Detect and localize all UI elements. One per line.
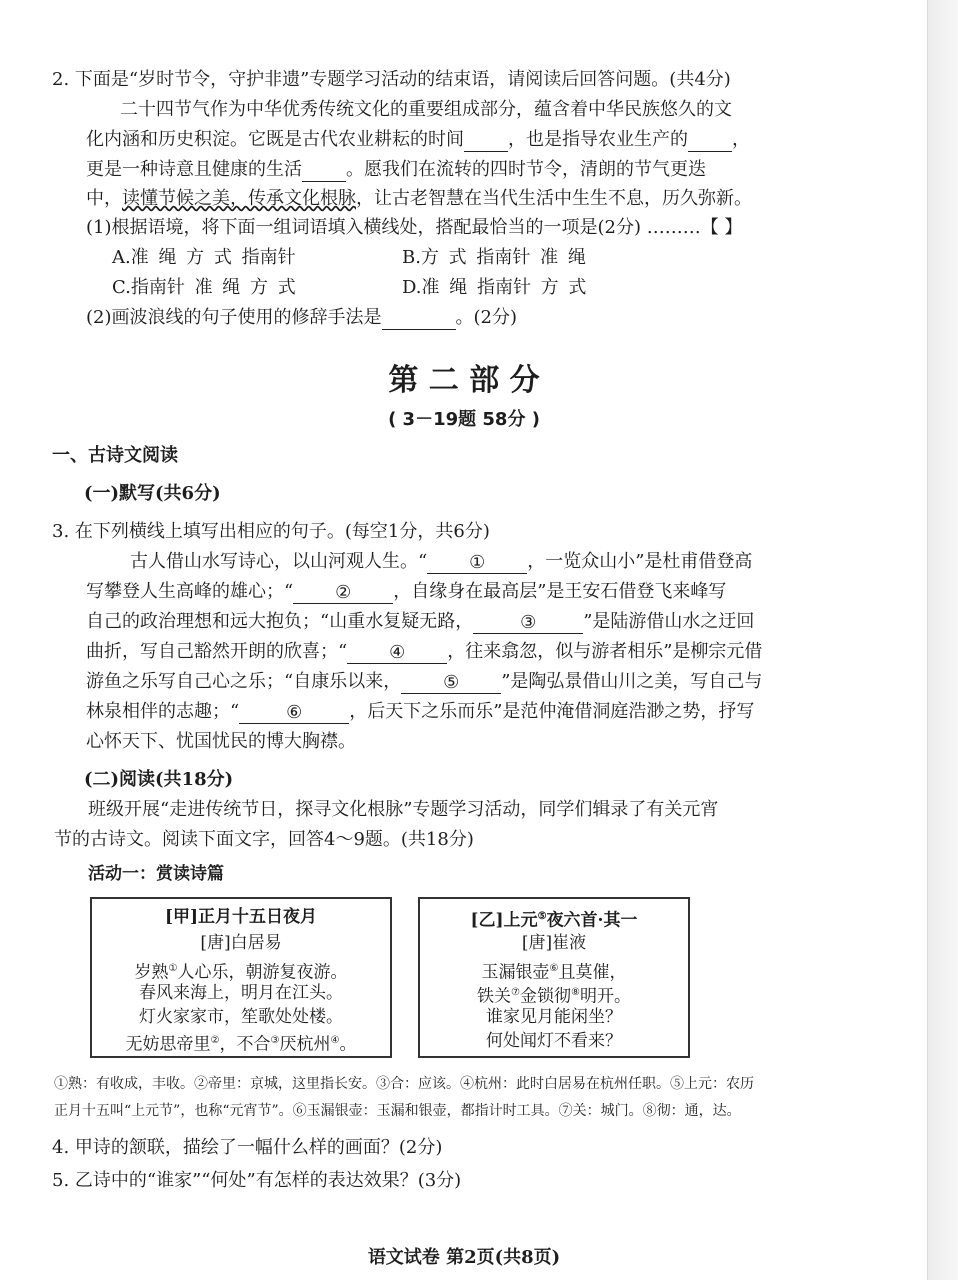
- subsection-heading: (一)默写(共6分): [84, 483, 221, 504]
- q4: 4. 甲诗的颔联，描绘了一幅什么样的画面？(2分): [52, 1137, 443, 1158]
- viewer-scroll-edge: [927, 0, 958, 1280]
- poem-a-line: 灯火家家市，笙歌处处楼。: [139, 1007, 343, 1027]
- q3-line: 游鱼之乐写自己心之乐；“自康乐以来， ⑤ ”是陶弘景借山川之美，写自己与: [86, 671, 763, 693]
- answer-blank[interactable]: ⑥: [239, 703, 349, 724]
- section-heading: 一、古诗文阅读: [52, 445, 178, 466]
- q3-line: 自己的政治理想和远大抱负；“山重水复疑无路， ③ ”是陆游借山水之迂回: [86, 611, 755, 633]
- option-b: B.方 式 指南针 准 绳: [402, 247, 586, 268]
- q3-line: 古人借山水写诗心，以山河观人生。“ ① ，一览众山小”是杜甫借登高: [130, 551, 753, 573]
- poem-b-title: [乙]上元⑤夜六首·其一: [470, 910, 638, 931]
- q3-line: 心怀天下、忧国忧民的博大胸襟。: [86, 731, 356, 752]
- answer-blank[interactable]: ④: [347, 643, 447, 664]
- option-d: D.准 绳 指南针 方 式: [402, 277, 587, 298]
- poem-b-line: 玉漏银壶⑥且莫催，: [481, 962, 627, 983]
- wavy-underlined-sentence: 读懂节候之美，传承文化根脉: [122, 188, 356, 209]
- q2-sub2: (2)画波浪线的句子使用的修辞手法是 。(2分): [86, 307, 517, 328]
- footnote-line: ①熟：有收成，丰收。②帝里：京城，这里指长安。③合：应该。④杭州：此时白居易在杭州任职。⑤上元：农历: [54, 1076, 754, 1092]
- answer-blank[interactable]: [464, 131, 508, 152]
- answer-blank[interactable]: ⑤: [401, 673, 501, 694]
- answer-blank[interactable]: [302, 161, 346, 182]
- q2-stem: 2. 下面是“岁时节令，守护非遗”专题学习活动的结束语，请阅读后回答问题。(共4分): [52, 69, 731, 90]
- q2-passage-line: 化内涵和历史积淀。它既是古代农业耕耘的时间 ，也是指导农业生产的 ，: [86, 129, 750, 150]
- q3-line: 林泉相伴的志趣；“ ⑥ ，后天下之乐而乐”是范仲淹借洞庭浩渺之势，抒写: [86, 701, 755, 723]
- option-c: C.指南针 准 绳 方 式: [112, 277, 296, 298]
- option-a: A.准 绳 方 式 指南针: [112, 247, 296, 268]
- footnote-line: 正月十五叫“上元节”，也称“元宵节”。⑥玉漏银壶：玉漏和银壶，都指计时工具。⑦关：城门。⑧彻：通，达。: [54, 1103, 741, 1119]
- q5: 5. 乙诗中的“谁家”“何处”有怎样的表达效果？(3分): [52, 1170, 462, 1191]
- answer-blank[interactable]: [688, 131, 732, 152]
- poem-b-author: [唐]崔液: [521, 933, 587, 953]
- part-title: 第 二 部 分: [388, 363, 540, 398]
- q2-passage-line: 二十四节气作为中华优秀传统文化的重要组成部分，蕴含着中华民族悠久的文: [120, 99, 732, 120]
- page-footer: 语文试卷 第2页(共8页): [367, 1247, 561, 1268]
- answer-blank[interactable]: ①: [427, 553, 527, 574]
- poem-a-author: [唐]白居易: [200, 933, 282, 953]
- q2-sub1: (1)根据语境，将下面一组词语填入横线处，搭配最恰当的一项是(2分) ………【 】: [86, 217, 743, 238]
- reading-intro: 节的古诗文。阅读下面文字，回答4～9题。(共18分): [54, 829, 474, 850]
- q3-line: 写攀登人生高峰的雄心；“ ② ，自缘身在最高层”是王安石借登飞来峰写: [86, 581, 727, 603]
- poem-b-box: [418, 897, 690, 1058]
- reading-intro: 班级开展“走进传统节日，探寻文化根脉”专题学习活动，同学们辑录了有关元宵: [88, 799, 719, 820]
- poem-a-line: 春风来海上，明月在江头。: [139, 983, 343, 1003]
- poem-b-line: 谁家见月能闲坐？: [486, 1007, 622, 1027]
- poem-a-title: [甲]正月十五日夜月: [164, 907, 318, 927]
- poem-b-line: 何处闻灯不看来？: [486, 1031, 622, 1051]
- poem-a-box: [90, 897, 392, 1058]
- q3-line: 曲折，写自己豁然开朗的欣喜；“ ④ ，往来翕忽，似与游者相乐”是柳宗元借: [86, 641, 763, 663]
- q3-stem: 3. 在下列横线上填写出相应的句子。(每空1分，共6分): [52, 521, 490, 542]
- answer-blank[interactable]: ③: [473, 613, 583, 634]
- poem-a-line: 无妨思帝里②，不合③厌杭州④。: [125, 1034, 357, 1055]
- activity-heading: 活动一：赏读诗篇: [88, 864, 224, 884]
- q2-passage-line: 更是一种诗意且健康的生活 。愿我们在流转的四时节令，清朗的节气更迭: [86, 159, 706, 180]
- answer-blank[interactable]: [382, 309, 456, 330]
- poem-a-line: 岁熟①人心乐，朝游复夜游。: [134, 962, 348, 983]
- subsection-heading: (二)阅读(共18分): [84, 769, 234, 790]
- answer-blank[interactable]: ②: [293, 583, 393, 604]
- poem-b-line: 铁关⑦金锁彻⑧明开。: [477, 986, 631, 1007]
- part-subtitle: ( 3－19题 58分 ): [388, 409, 540, 430]
- q2-passage-line: 中，读懂节候之美，传承文化根脉，让古老智慧在当代生活中生生不息，历久弥新。: [86, 188, 752, 209]
